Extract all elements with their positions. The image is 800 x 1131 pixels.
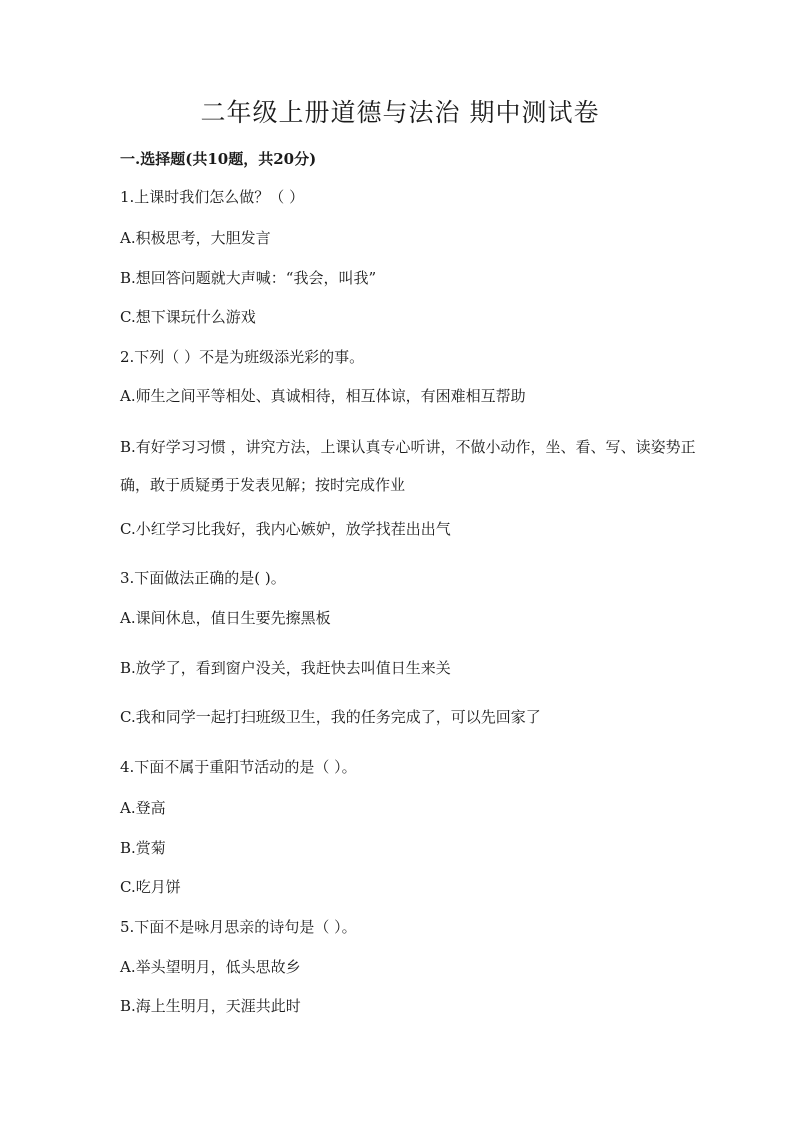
question-4-option-c: C.吃月饼	[120, 878, 181, 896]
question-4-option-a: A.登高	[120, 799, 166, 817]
question-2-option-b: B.有好学习习惯 ，讲究方法，上课认真专心听讲，不做小动作，坐、看、写、读姿势正确，敢于质疑勇于发表见解；按时完成作业	[120, 438, 696, 494]
question-1-option-c: C.想下课玩什么游戏	[120, 308, 256, 326]
question-4-stem: 4.下面不属于重阳节活动的是（ ）。	[120, 758, 357, 776]
question-1-option-a: A.积极思考，大胆发言	[120, 229, 271, 247]
question-2-option-c: C.小红学习比我好，我内心嫉妒，放学找茬出出气	[120, 520, 451, 538]
question-3-option-b: B.放学了，看到窗户没关，我赶快去叫值日生来关	[120, 659, 451, 677]
question-5-stem: 5.下面不是咏月思亲的诗句是（ ）。	[120, 918, 357, 936]
question-4-option-b: B.赏菊	[120, 839, 166, 857]
question-3-option-a: A.课间休息，值日生要先擦黑板	[120, 609, 331, 627]
question-1-stem: 1.上课时我们怎么做？（ ）	[120, 188, 305, 206]
question-5-option-b: B.海上生明月，天涯共此时	[120, 997, 301, 1015]
question-3-stem: 3.下面做法正确的是( )。	[120, 569, 286, 587]
exam-title: 二年级上册道德与法治 期中测试卷	[200, 98, 600, 127]
question-3-option-c: C.我和同学一起打扫班级卫生，我的任务完成了，可以先回家了	[120, 708, 541, 726]
question-5-option-a: A.举头望明月，低头思故乡	[120, 958, 301, 976]
question-2-option-a: A.师生之间平等相处、真诚相待，相互体谅，有困难相互帮助	[120, 387, 526, 405]
section-heading: 一.选择题(共10题，共20分)	[120, 150, 317, 168]
question-1-option-b: B.想回答问题就大声喊：“我会，叫我”	[120, 269, 377, 287]
question-2-stem: 2.下列（ ）不是为班级添光彩的事。	[120, 348, 365, 366]
